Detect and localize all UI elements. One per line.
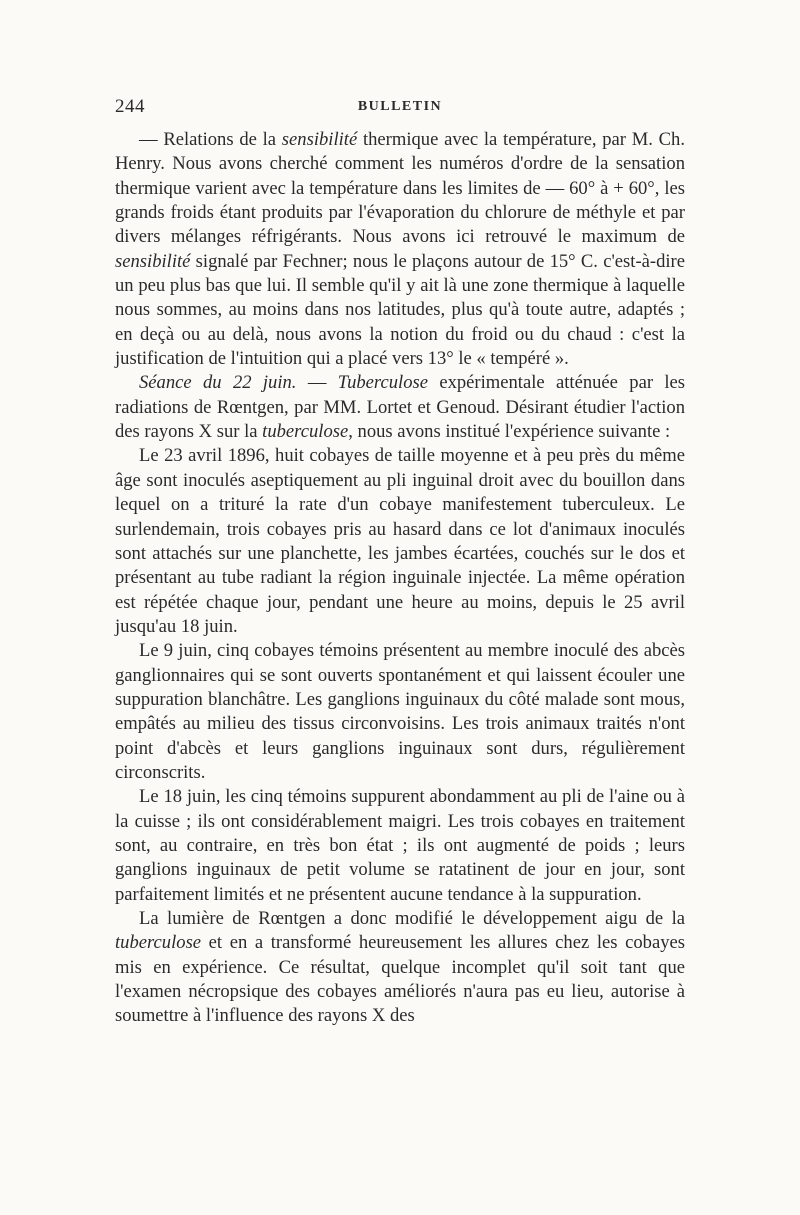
body-text: [115, 128, 685, 1029]
paragraph: [115, 371, 685, 444]
text-run: thermique avec la température, par M. Ch. Henry. Nous avons cherché comment les numéros d'ordre de la sensation thermique varient avec la température dans les limites de — 60° à + 60°, les grands froids étant produits par l'évaporation du chlorure de méthyle et par divers mélanges réfrigérants. Nous avons ici retrouvé le maximum de: [115, 129, 685, 248]
text-run: Le 23 avril 1896, huit cobayes de taille moyenne et à peu près du même âge sont inoculés aseptiquement au pli inguinal droit avec du bouillon dans lequel on a trituré la rate d'un cobaye manifestement tuberculeux. Le surlendemain, trois cobayes pris au hasard dans ce lot d'animaux inoculés sont attachés sur une planchette, les jambes écartées, couchés sur le dos et présentant au tube radiant la région inguinale injectée. La même opération est répétée chaque jour, pendant une heure au moins, depuis le 25 avril jusqu'au 18 juin.: [115, 445, 685, 637]
text-run: signalé par Fechner; nous le plaçons autour de 15° C. c'est-à-dire un peu plus bas que lui. Il semble qu'il y ait là une zone thermique à laquelle nous sommes, au moins dans nos latitudes, plus qu'à toute autre, adaptés ; en deçà ou au delà, nous avons la notion du froid ou du chaud : c'est la justification de l'intuition qui a placé vers 13° le « tempéré ».: [115, 250, 685, 370]
text-run: La lumière de Rœntgen a donc modifié le développement aigu de la: [139, 908, 685, 929]
text-run: Le 18 juin, les cinq témoins suppurent abondamment au pli de l'aine ou à la cuisse ; ils ont considérablement maigri. Les trois cobayes en traitement sont, au contraire, en très bon état ; ils ont augmenté de poids ; leurs ganglions inguinaux de petit volume se ratatinent de jour en jour, sont parfaitement limités et ne présentent aucune tendance à la suppuration.: [115, 786, 685, 905]
paragraph: [115, 128, 685, 371]
text-run: — Relations de la: [139, 129, 282, 150]
italic-text: sensibilité: [281, 129, 358, 150]
text-run: , nous avons institué l'expérience suivante :: [348, 421, 671, 443]
italic-text: Tuberculose: [337, 372, 428, 394]
paragraph: [115, 907, 685, 1029]
italic-text: tuberculose: [115, 932, 202, 954]
italic-text: sensibilité: [115, 250, 191, 272]
page-number: 244: [115, 96, 145, 117]
paragraph: [115, 639, 685, 785]
text-run: Le 9 juin, cinq cobayes témoins présentent au membre inoculé des abcès ganglionnaires qui se sont ouverts spontanément et qui laissent écouler une suppuration blanchâtre. Les ganglions inguinaux du côté malade sont mous, empâtés au milieu des tissus circonvoisins. Les trois animaux traités n'ont point d'abcès et leurs ganglions inguinaux sont durs, régulièrement circonscrits.: [115, 640, 685, 783]
text-run: expérimentale atténuée par les radiations de Rœntgen, par MM. Lortet et Genoud. Désirant étudier l'action des rayons X sur la: [115, 372, 686, 443]
italic-text: tuberculose: [262, 421, 349, 443]
page-header: [115, 96, 685, 120]
paragraph: [115, 444, 685, 639]
running-title: BULLETIN: [357, 99, 443, 114]
italic-text: Séance du 22 juin.: [139, 372, 297, 394]
paragraph: [115, 785, 685, 907]
text-run: et en a transformé heureusement les allures chez les cobayes mis en expérience. Ce résultat, quelque incomplet qu'il soit tant que l'examen nécropsique des cobayes améliorés n'aura pas eu lieu, autorise à soumettre à l'influence des rayons X des: [115, 932, 685, 1027]
text-run: —: [296, 372, 338, 394]
